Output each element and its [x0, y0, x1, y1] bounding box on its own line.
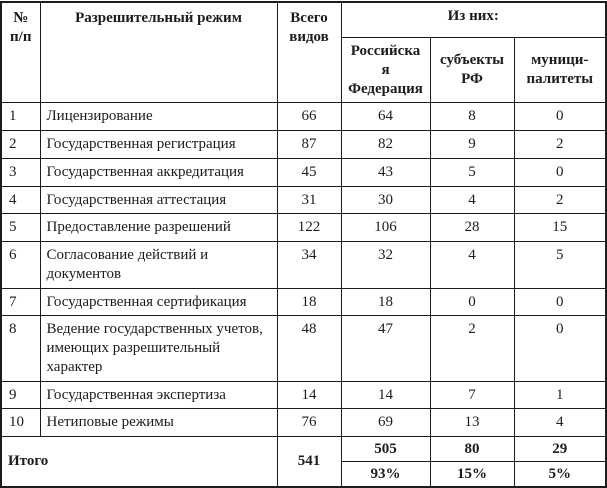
row-label: Нетиповые режимы — [40, 409, 277, 437]
row-number: 9 — [1, 381, 40, 409]
row-number: 3 — [1, 158, 40, 186]
cell-rf: 32 — [341, 242, 430, 289]
cell-rf: 47 — [341, 316, 430, 381]
cell-subjects: 13 — [430, 409, 514, 437]
cell-total: 76 — [277, 409, 341, 437]
table-row — [1, 409, 606, 437]
row-label: Лицензирование — [40, 103, 277, 131]
totals-total: 541 — [277, 437, 341, 488]
cell-total: 45 — [277, 158, 341, 186]
cell-subjects: 4 — [430, 242, 514, 289]
cell-municipal: 2 — [514, 131, 606, 159]
table-row — [1, 316, 606, 381]
permit-regimes-table — [0, 1, 607, 488]
row-number: 8 — [1, 316, 40, 381]
row-number: 6 — [1, 242, 40, 289]
cell-total: 31 — [277, 186, 341, 214]
totals-rf-pct: 93% — [341, 462, 430, 488]
totals-municipal: 29 — [514, 437, 606, 462]
cell-subjects: 5 — [430, 158, 514, 186]
totals-subjects-pct: 15% — [430, 462, 514, 488]
cell-total: 34 — [277, 242, 341, 289]
totals-municipal-pct: 5% — [514, 462, 606, 488]
table-row — [1, 131, 606, 159]
cell-subjects: 28 — [430, 214, 514, 242]
row-number: 4 — [1, 186, 40, 214]
cell-subjects: 8 — [430, 103, 514, 131]
row-label: Государственная аккредитация — [40, 158, 277, 186]
cell-subjects: 0 — [430, 288, 514, 316]
row-label: Государственная сертификация — [40, 288, 277, 316]
totals-label: Итого — [1, 437, 277, 488]
cell-municipal: 4 — [514, 409, 606, 437]
cell-subjects: 9 — [430, 131, 514, 159]
table-totals — [1, 437, 606, 488]
cell-rf: 82 — [341, 131, 430, 159]
header-total: Всего видов — [277, 2, 341, 103]
header-municipal: муници-палитеты — [514, 38, 606, 103]
cell-rf: 14 — [341, 381, 430, 409]
row-label: Согласование действий и документов — [40, 242, 277, 289]
table-header — [1, 2, 606, 103]
header-rf: Российская Федерация — [341, 38, 430, 103]
row-label: Ведение государственных учетов, имеющих разрешительный характер — [40, 316, 277, 381]
totals-subjects: 80 — [430, 437, 514, 462]
cell-subjects: 7 — [430, 381, 514, 409]
cell-rf: 106 — [341, 214, 430, 242]
cell-municipal: 1 — [514, 381, 606, 409]
row-number: 2 — [1, 131, 40, 159]
cell-total: 66 — [277, 103, 341, 131]
header-of-them: Из них: — [341, 2, 606, 38]
cell-municipal: 0 — [514, 158, 606, 186]
cell-total: 48 — [277, 316, 341, 381]
cell-rf: 30 — [341, 186, 430, 214]
row-number: 7 — [1, 288, 40, 316]
table-row — [1, 186, 606, 214]
cell-municipal: 2 — [514, 186, 606, 214]
header-subjects: субъекты РФ — [430, 38, 514, 103]
table-body — [1, 103, 606, 437]
table-row — [1, 103, 606, 131]
table-row — [1, 214, 606, 242]
totals-rf: 505 — [341, 437, 430, 462]
row-number: 5 — [1, 214, 40, 242]
header-row-top — [1, 2, 606, 38]
cell-rf: 69 — [341, 409, 430, 437]
cell-municipal: 0 — [514, 103, 606, 131]
row-number: 10 — [1, 409, 40, 437]
header-regime: Разрешительный режим — [40, 2, 277, 103]
cell-total: 18 — [277, 288, 341, 316]
totals-row-values — [1, 437, 606, 462]
header-num: № п/п — [1, 2, 40, 103]
table-row — [1, 288, 606, 316]
table-row — [1, 158, 606, 186]
cell-rf: 43 — [341, 158, 430, 186]
cell-subjects: 2 — [430, 316, 514, 381]
cell-total: 87 — [277, 131, 341, 159]
table-row — [1, 381, 606, 409]
cell-total: 122 — [277, 214, 341, 242]
row-label: Государственная экспертиза — [40, 381, 277, 409]
cell-municipal: 15 — [514, 214, 606, 242]
cell-municipal: 0 — [514, 316, 606, 381]
row-label: Государственная аттестация — [40, 186, 277, 214]
cell-total: 14 — [277, 381, 341, 409]
cell-rf: 64 — [341, 103, 430, 131]
table-row — [1, 242, 606, 289]
cell-rf: 18 — [341, 288, 430, 316]
row-label: Предоставление разрешений — [40, 214, 277, 242]
cell-municipal: 0 — [514, 288, 606, 316]
cell-subjects: 4 — [430, 186, 514, 214]
row-number: 1 — [1, 103, 40, 131]
cell-municipal: 5 — [514, 242, 606, 289]
row-label: Государственная регистрация — [40, 131, 277, 159]
